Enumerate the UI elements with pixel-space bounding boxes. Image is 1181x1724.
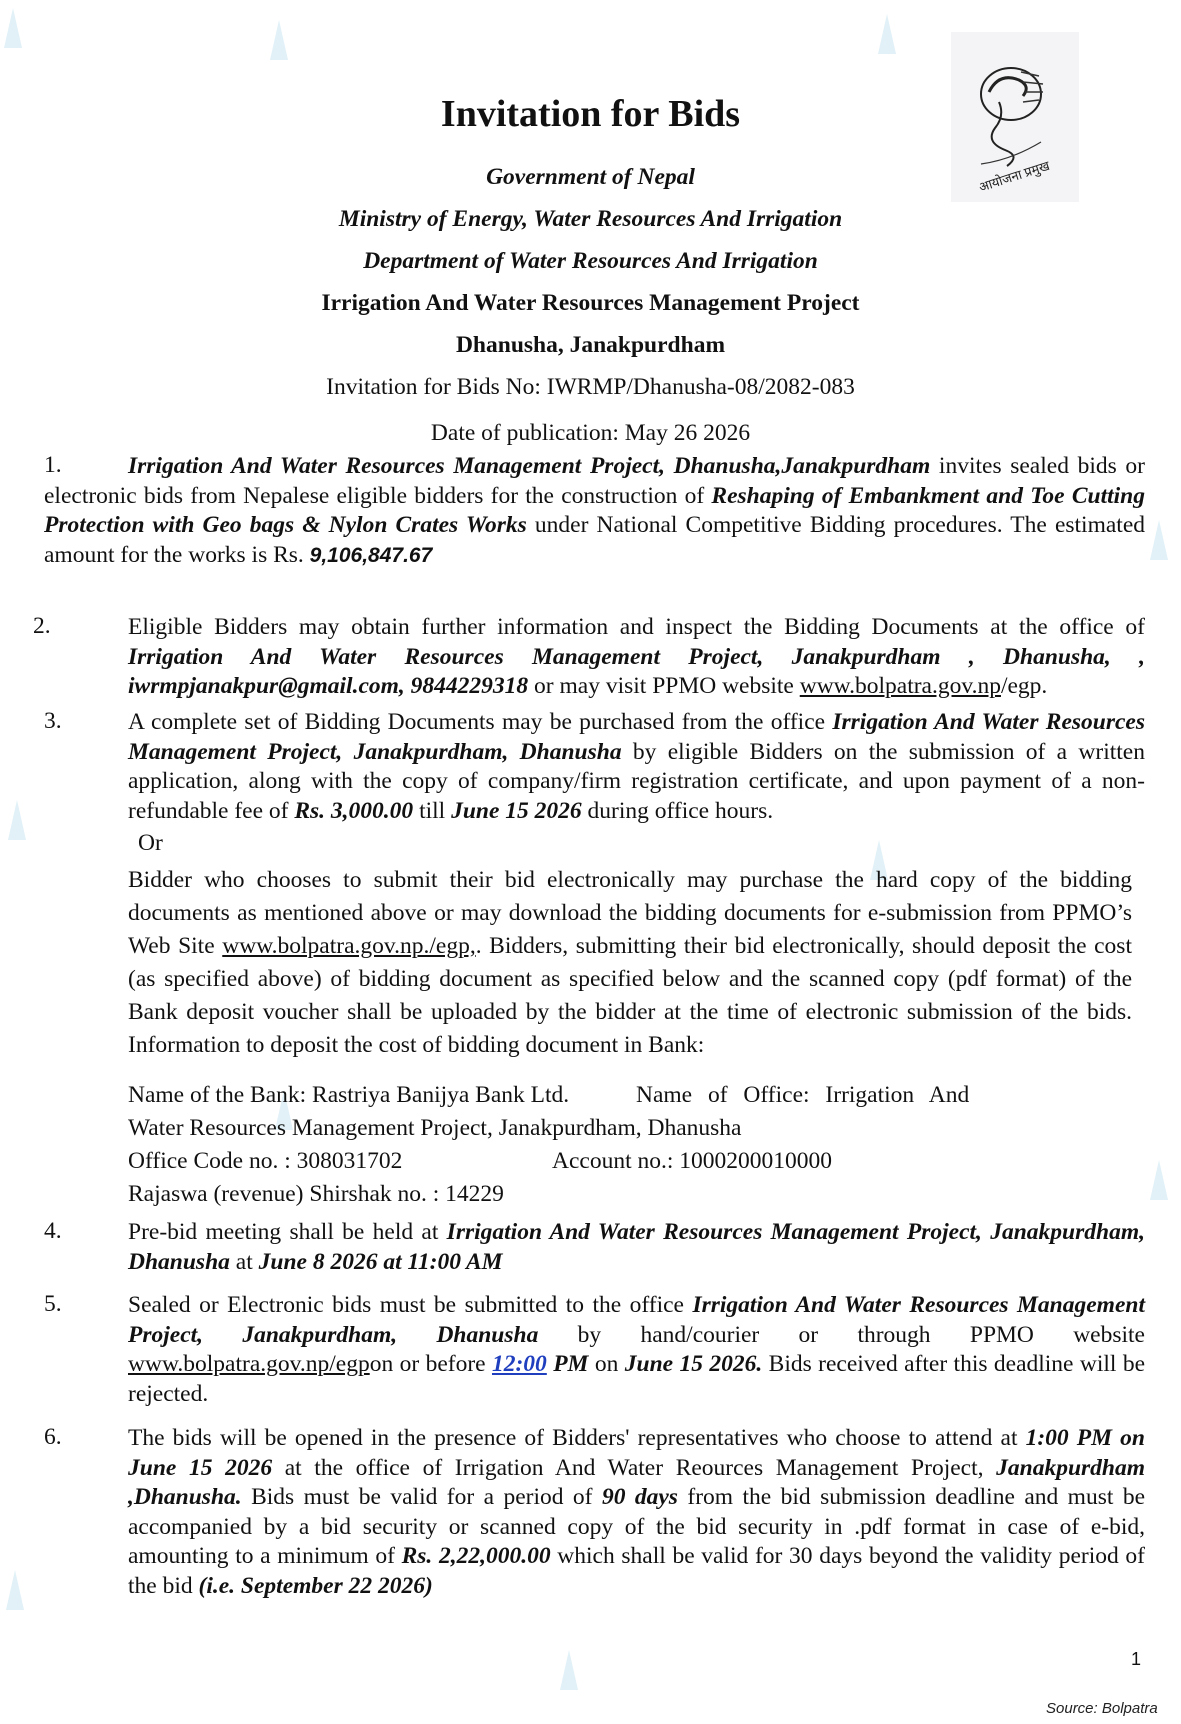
para-6-text-3: Bids must be valid for a period of [241,1484,602,1510]
para-4 [128,1218,1145,1277]
para-6-security: Rs. 2,22,000.00 [401,1543,551,1569]
watermark-arrow-icon [1150,1160,1168,1200]
watermark-arrow-icon [4,8,22,48]
para-3-text-2: by eligible Bidders on the submission of a written application, along with the copy of company/firm registration certificate, and upon payment of a non-refundable fee of [128,738,1145,824]
para-1-text-2: under National Competitive Bidding procedures. The estimated amount for the works is Rs. [44,512,1145,568]
para-3-fee: Rs. 3,000.00 [294,797,414,824]
document-title: Invitation for Bids [440,93,741,135]
page-number: 1 [1131,1649,1142,1669]
ppmo-egp-link[interactable]: www.bolpatra.gov.np./egp, [222,933,476,959]
para-5-text-4: on [588,1351,625,1377]
para-3-text-3: till [413,797,452,824]
para-2-text-1: Eligible Bidders may obtain further information and inspect the Bidding Documents at the office of [128,614,1145,640]
watermark-arrow-icon [8,800,26,840]
bank-name: Name of the Bank: Rastriya Banijya Bank Ltd. [128,1082,570,1108]
para-6-when: 1:00 PM on June 15 2026 [128,1425,1145,1481]
revenue-code: Rajaswa (revenue) Shirshak no. : 14229 [128,1181,504,1207]
ppmo-website-link[interactable]: www.bolpatra.gov.np [799,673,1001,699]
para-3-text-4: during office hours. [581,797,774,824]
para-1-works: Reshaping of Embankment and Toe Cutting Protection with Geo bags & Nylon Crates Works [44,482,1145,538]
para-3-office: Irrigation And Water Resources Management Project, Janakpurdham, Dhanusha [128,709,1145,765]
para-1-amount: 9,106,847.67 [309,543,433,567]
para-6-text-2: at the office of Irrigation And Water Reources Management Project, [272,1454,997,1481]
para-6-valid-until: (i.e. September 22 2026) [198,1572,433,1599]
para-3 [128,708,1145,826]
para-6 [128,1424,1145,1601]
watermark-arrow-icon [560,1650,578,1690]
watermark-arrow-icon [878,14,896,54]
para-5-office: Irrigation And Water Resources Management Project, Janakpurdham, Dhanusha [128,1292,1145,1348]
office-code: Office Code no. : 308031702 [128,1148,403,1174]
para-4-number: 4. [44,1218,62,1244]
para-5-pm: PM [546,1351,589,1377]
header-ministry: Ministry of Energy, Water Resources And Irrigation [338,206,843,232]
para-1-org: Irrigation And Water Resources Management Project, Dhanusha,Janakpurdham [128,453,931,479]
para-2-office: Irrigation And Water Resources Management Project, Janakpurdham , Dhanusha, , iwrmpjanakpur@gmail.com, 9844229318 [128,643,1145,699]
para-5-text-1: Sealed or Electronic bids must be submitted to the office [128,1292,693,1318]
para-6-text-1: The bids will be opened in the presence of Bidders' representatives who choose to attend at [128,1425,1026,1451]
para-3-deadline: June 15 2026 [451,797,582,824]
header-project: Irrigation And Water Resources Management Project [321,290,860,316]
para-5-text-3: on or before [369,1351,492,1377]
header-government: Government of Nepal [486,164,695,190]
svg-text:आयोजना प्रमुख: आयोजना प्रमुख [976,157,1052,195]
para-3-electronic-text-2: . Bidders, submitting their bid electronically, should deposit the cost (as specified above) of bidding document as specified below and the scanned copy (pdf format) of the Bank deposit voucher shall be uploaded by the bidder at the time of electronic submission of the bids. Information to deposit the cost of bidding document in Bank: [128,933,1132,1058]
para-4-office: Irrigation And Water Resources Management Project, Janakpurdham, Dhanusha [128,1219,1145,1275]
submission-time-link[interactable]: 12:00 [491,1351,547,1377]
para-5 [128,1291,1145,1409]
watermark-arrow-icon [1150,520,1168,560]
para-1-number: 1. [44,452,62,478]
para-1 [44,452,1145,570]
para-4-when: June 8 2026 at 11:00 AM [258,1248,503,1275]
para-3-text-1: A complete set of Bidding Documents may be purchased from the office [128,709,833,735]
para-5-text-5: Bids received after this deadline will be rejected. [128,1351,1146,1407]
para-5-date: June 15 2026. [624,1351,763,1377]
para-6-place: Janakpurdham ,Dhanusha. [128,1454,1146,1510]
para-2-text-2: or may visit PPMO website [528,673,800,699]
egp-submission-link[interactable]: www.bolpatra.gov.np/egp [128,1351,370,1377]
account-number: Account no.: 1000200010000 [552,1148,833,1174]
watermark-arrow-icon [6,1570,24,1610]
para-1-text-1: invites sealed bids or electronic bids from Nepalese eligible bidders for the construction of [44,453,1145,509]
para-6-number: 6. [44,1424,62,1450]
para-2-number: 2. [33,613,51,639]
para-6-text-4: from the bid submission deadline and must be accompanied by a bid security or scanned copy of the bid security in .pdf format in case of e-bid, amounting to a minimum of [128,1484,1145,1569]
para-2-text-3: /egp. [1000,673,1048,699]
para-4-text-1: Pre-bid meeting shall be held at [128,1219,447,1245]
header-ifb-number: Invitation for Bids No: IWRMP/Dhanusha-08/2082-083 [326,374,855,400]
para-6-text-5: which shall be valid for 30 days beyond the validity period of the bid [128,1543,1145,1599]
office-name: Water Resources Management Project, Janakpurdham, Dhanusha [128,1115,742,1141]
office-name-label: Name of Office: Irrigation And [636,1082,970,1108]
para-5-number: 5. [44,1291,62,1317]
para-3-number: 3. [44,708,62,734]
para-3-electronic-text-1: Bidder who chooses to submit their bid electronically may purchase the hard copy of the bidding documents as mentioned above or may download the bidding documents for e-submission from PPMO’s Web Site [128,867,1132,959]
header-publication-date: Date of publication: May 26 2026 [430,420,751,446]
header-department: Department of Water Resources And Irrigation [363,248,818,274]
para-6-validity: 90 days [601,1484,678,1510]
watermark-arrow-icon [270,20,288,60]
source-credit: Source: Bolpatra [1046,1700,1158,1717]
para-5-text-2: by hand/courier or through PPMO website [538,1321,1145,1348]
para-3-or: Or [138,830,163,856]
para-2 [128,613,1145,702]
para-4-text-2: at [229,1248,259,1275]
para-3-electronic [128,864,1132,1062]
header-location: Dhanusha, Janakpurdham [455,332,726,358]
